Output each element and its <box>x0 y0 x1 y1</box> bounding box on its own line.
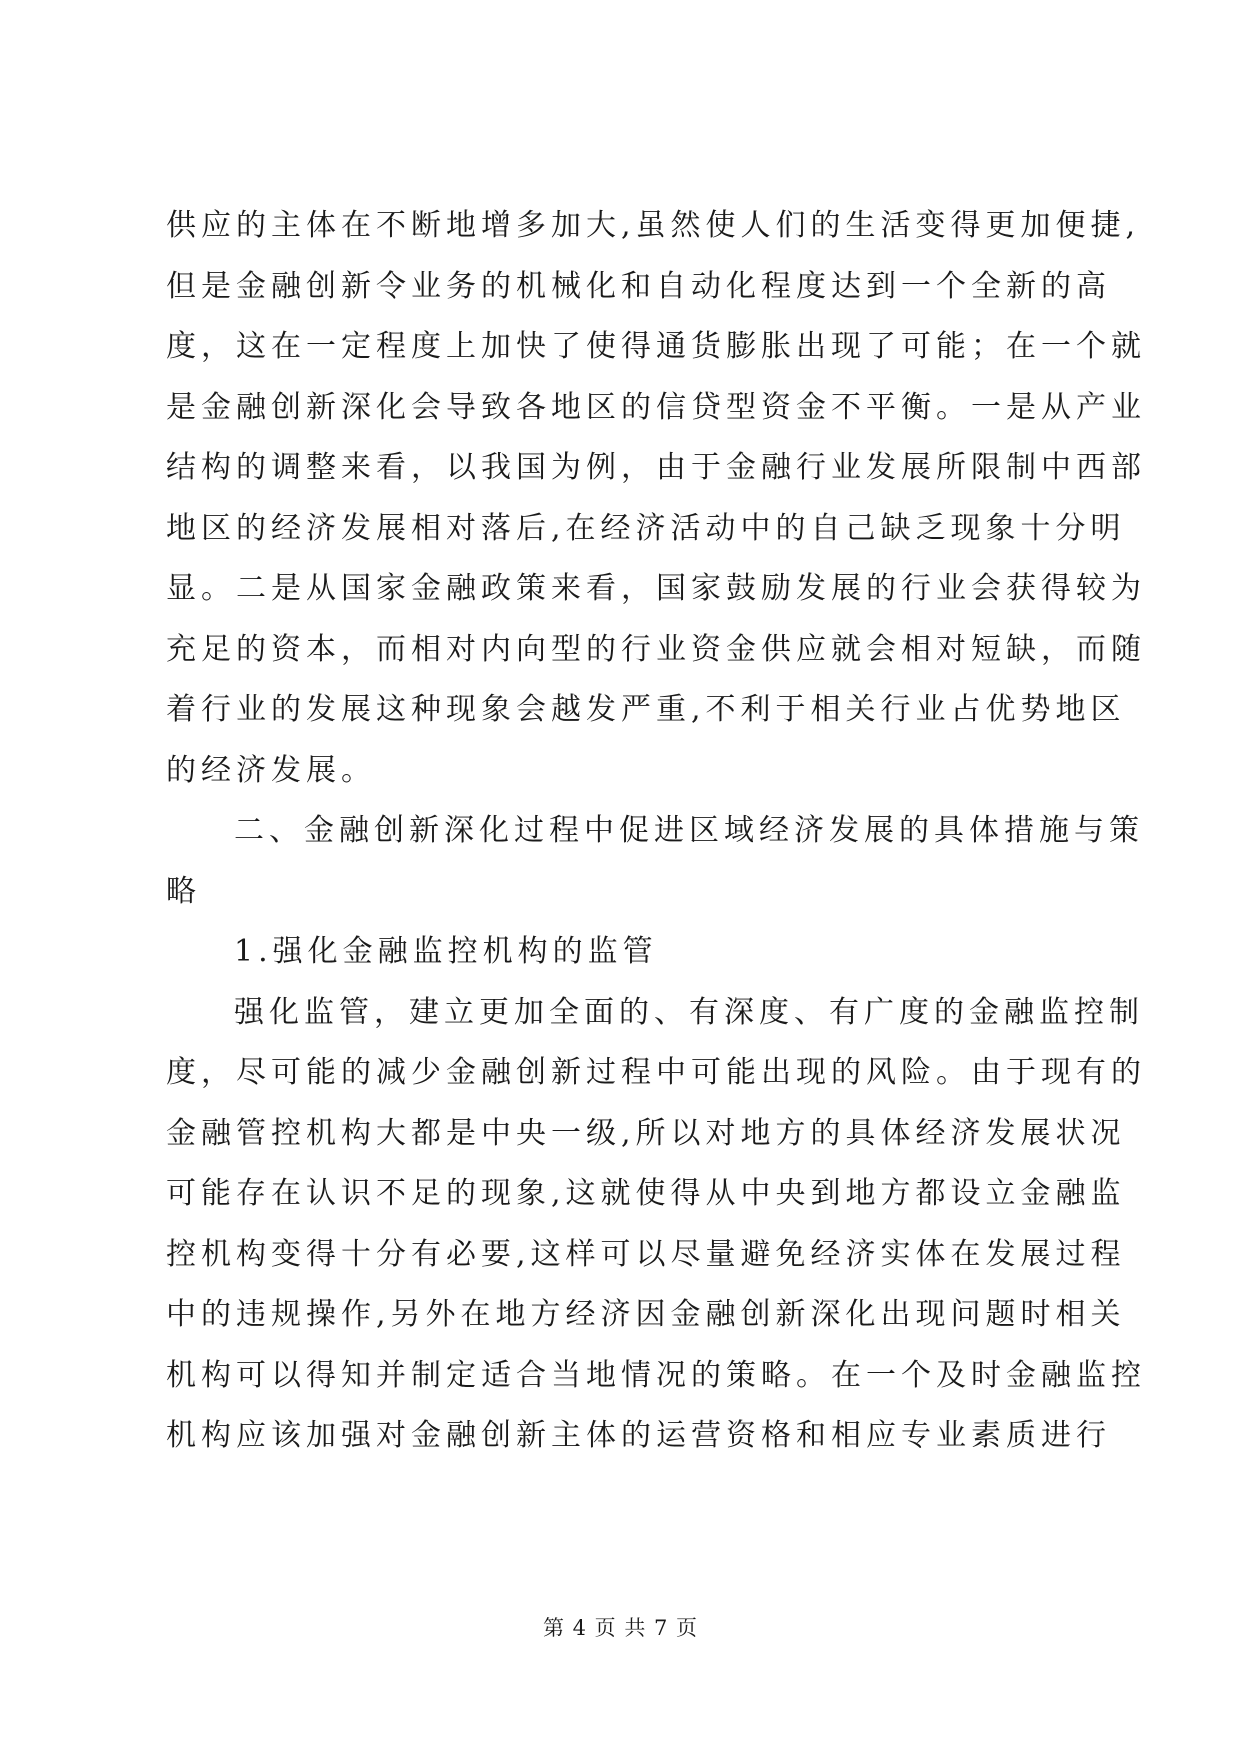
text-line: 可能存在认识不足的现象,这就使得从中央到地方都设立金融监 <box>166 1176 1126 1211</box>
page-footer: 第 4 页 共 7 页 <box>542 1616 699 1640</box>
text-line: 中的违规操作,另外在地方经济因金融创新深化出现问题时相关 <box>166 1297 1126 1332</box>
text-line: 略 <box>166 873 201 909</box>
text-line: 的经济发展。 <box>166 752 376 788</box>
text-line: 但是金融创新令业务的机械化和自动化程度达到一个全新的高 <box>166 268 1111 304</box>
text-line: 机构可以得知并制定适合当地情况的策略。在一个及时金融监控 <box>166 1357 1146 1393</box>
text-line: 度，尽可能的减少金融创新过程中可能出现的风险。由于现有的 <box>166 1055 1146 1090</box>
text-line: 着行业的发展这种现象会越发严重,不利于相关行业占优势地区 <box>166 692 1126 727</box>
text-line: 显。二是从国家金融政策来看，国家鼓励发展的行业会获得较为 <box>166 571 1146 606</box>
body-text <box>166 196 1146 1467</box>
text-line: 供应的主体在不断地增多加大,虽然使人们的生活变得更加便捷, <box>166 208 1141 243</box>
text-line: 控机构变得十分有必要,这样可以尽量避免经济实体在发展过程 <box>166 1236 1126 1272</box>
text-line: 是金融创新深化会导致各地区的信贷型资金不平衡。一是从产业 <box>166 389 1146 425</box>
text-line: 度，这在一定程度上加快了使得通货膨胀出现了可能；在一个就 <box>166 329 1146 364</box>
text-line: 强化监管，建立更加全面的、有深度、有广度的金融监控制 <box>234 994 1144 1030</box>
text-line: 地区的经济发展相对落后,在经济活动中的自己缺乏现象十分明 <box>166 510 1126 546</box>
text-line: 结构的调整来看，以我国为例，由于金融行业发展所限制中西部 <box>166 450 1146 485</box>
text-line: 充足的资本，而相对内向型的行业资金供应就会相对短缺，而随 <box>166 631 1146 667</box>
text-line: 金融管控机构大都是中央一级,所以对地方的具体经济发展状况 <box>166 1115 1126 1151</box>
text-line: 1.强化金融监控机构的监管 <box>234 934 658 969</box>
text-line: 二、金融创新深化过程中促进区域经济发展的具体措施与策 <box>234 813 1144 848</box>
text-line: 机构应该加强对金融创新主体的运营资格和相应专业素质进行 <box>166 1418 1111 1453</box>
